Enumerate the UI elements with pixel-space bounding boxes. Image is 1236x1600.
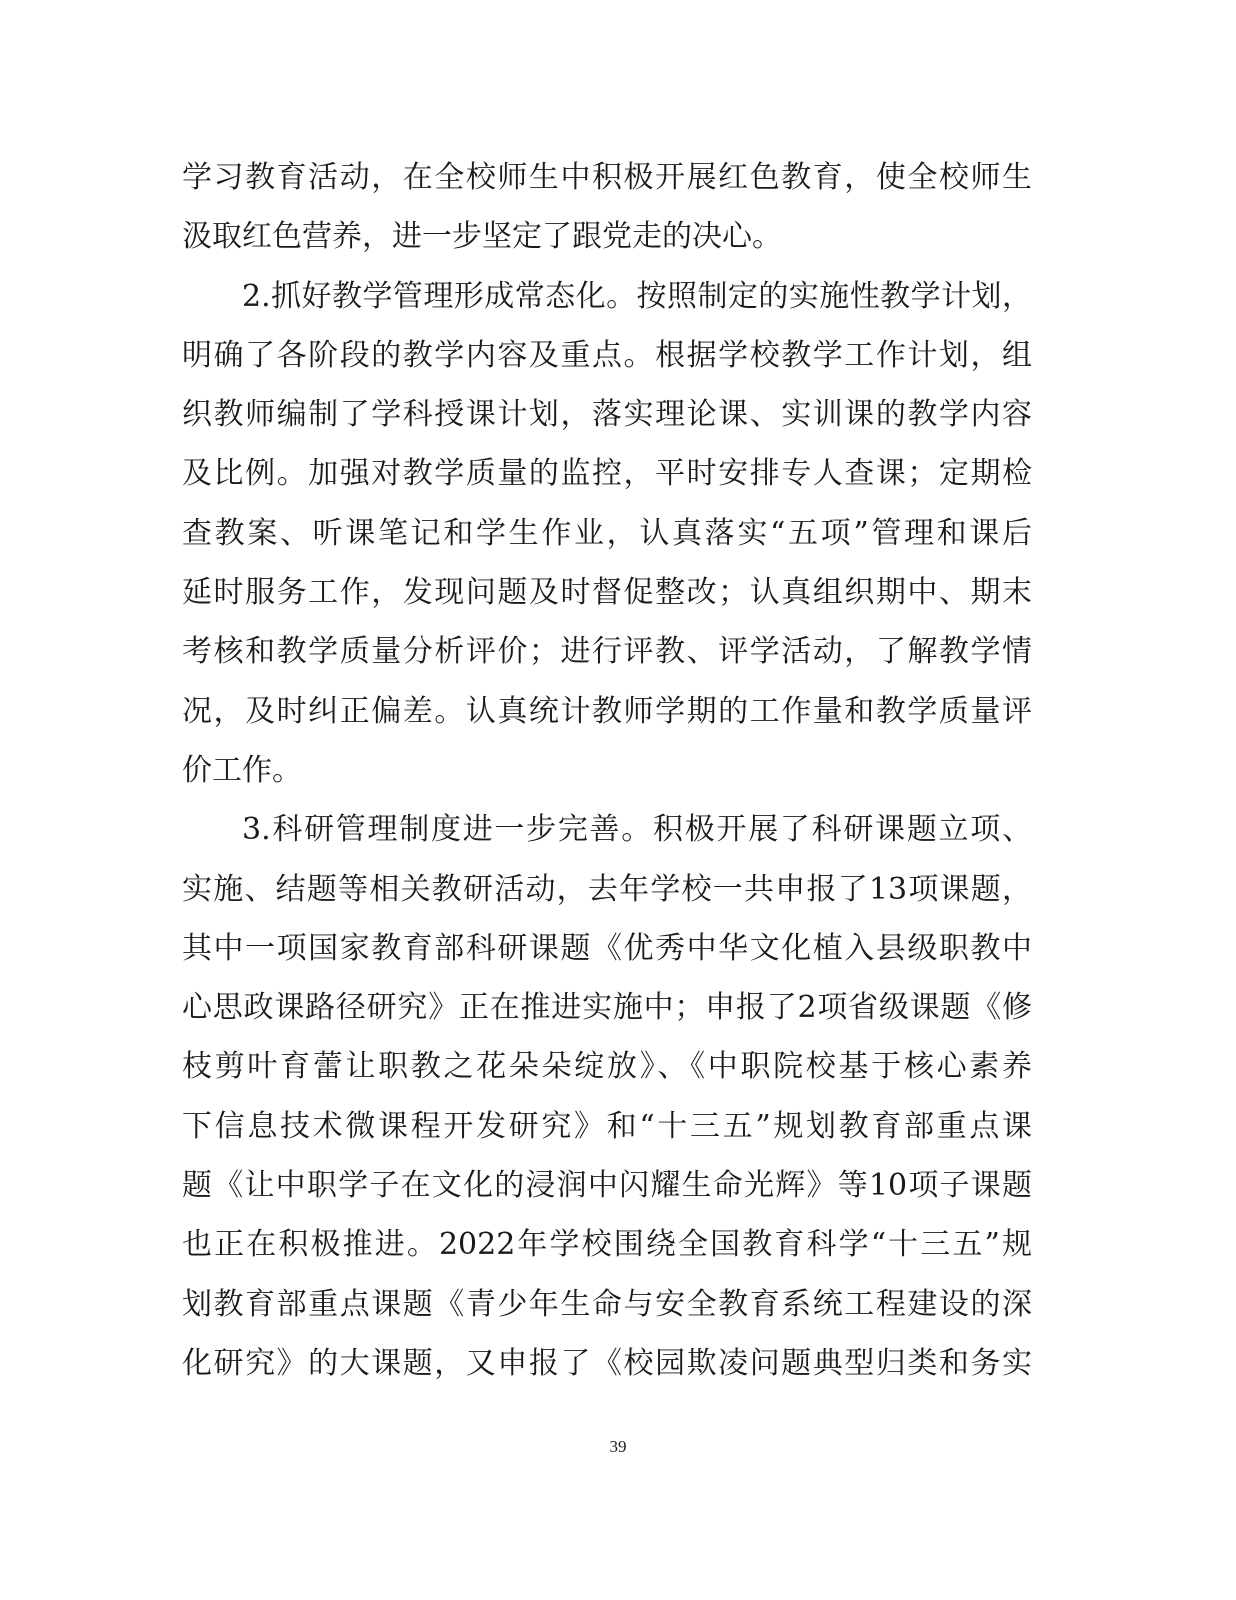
text-line: 查教案、听课笔记和学生作业，认真落实“五项”管理和课后 (182, 515, 1032, 551)
text-line: 枝剪叶育蕾让职教之花朵朵绽放》、《中职院校基于核心素养 (182, 1049, 1032, 1085)
text-line: 划教育部重点课题《青少年生命与安全教育系统工程建设的深 (182, 1286, 1032, 1322)
text-line: 实施、结题等相关教研活动，去年学校一共申报了13项课题， (182, 871, 1032, 907)
text-line: 价工作。 (182, 752, 302, 788)
text-line: 织教师编制了学科授课计划，落实理论课、实训课的教学内容 (182, 397, 1032, 433)
text-line: 也正在积极推进。2022年学校围绕全国教育科学“十三五”规 (182, 1227, 1032, 1263)
text-line: 学习教育活动，在全校师生中积极开展红色教育，使全校师生 (182, 160, 1032, 195)
text-line: 考核和教学质量分析评价；进行评教、评学活动，了解教学情 (182, 634, 1032, 670)
text-line: 况，及时纠正偏差。认真统计教师学期的工作量和教学质量评 (182, 693, 1032, 729)
text-line: 其中一项国家教育部科研课题《优秀中华文化植入县级职教中 (182, 930, 1032, 966)
text-line: 及比例。加强对教学质量的监控，平时安排专人查课；定期检 (182, 456, 1032, 492)
page-number: 39 (609, 1437, 627, 1456)
text-line: 明确了各阶段的教学内容及重点。根据学校教学工作计划，组 (182, 337, 1032, 373)
text-line: 汲取红色营养，进一步坚定了跟党走的决心。 (182, 219, 782, 255)
text-line: 化研究》的大课题，又申报了《校园欺凌问题典型归类和务实 (182, 1345, 1032, 1381)
text-line: 心思政课路径研究》正在推进实施中；申报了2项省级课题《修 (182, 990, 1032, 1026)
text-line: 题《让中职学子在文化的浸润中闪耀生命光辉》等10项子课题 (182, 1168, 1032, 1204)
text-line: 下信息技术微课程开发研究》和“十三五”规划教育部重点课 (182, 1108, 1032, 1144)
text-line: 2.抓好教学管理形成常态化。按照制定的实施性教学计划， (242, 278, 1032, 314)
text-line: 3.科研管理制度进一步完善。积极开展了科研课题立项、 (242, 812, 1032, 848)
body-text (182, 148, 1032, 1393)
text-line: 延时服务工作，发现问题及时督促整改；认真组织期中、期末 (182, 575, 1032, 611)
